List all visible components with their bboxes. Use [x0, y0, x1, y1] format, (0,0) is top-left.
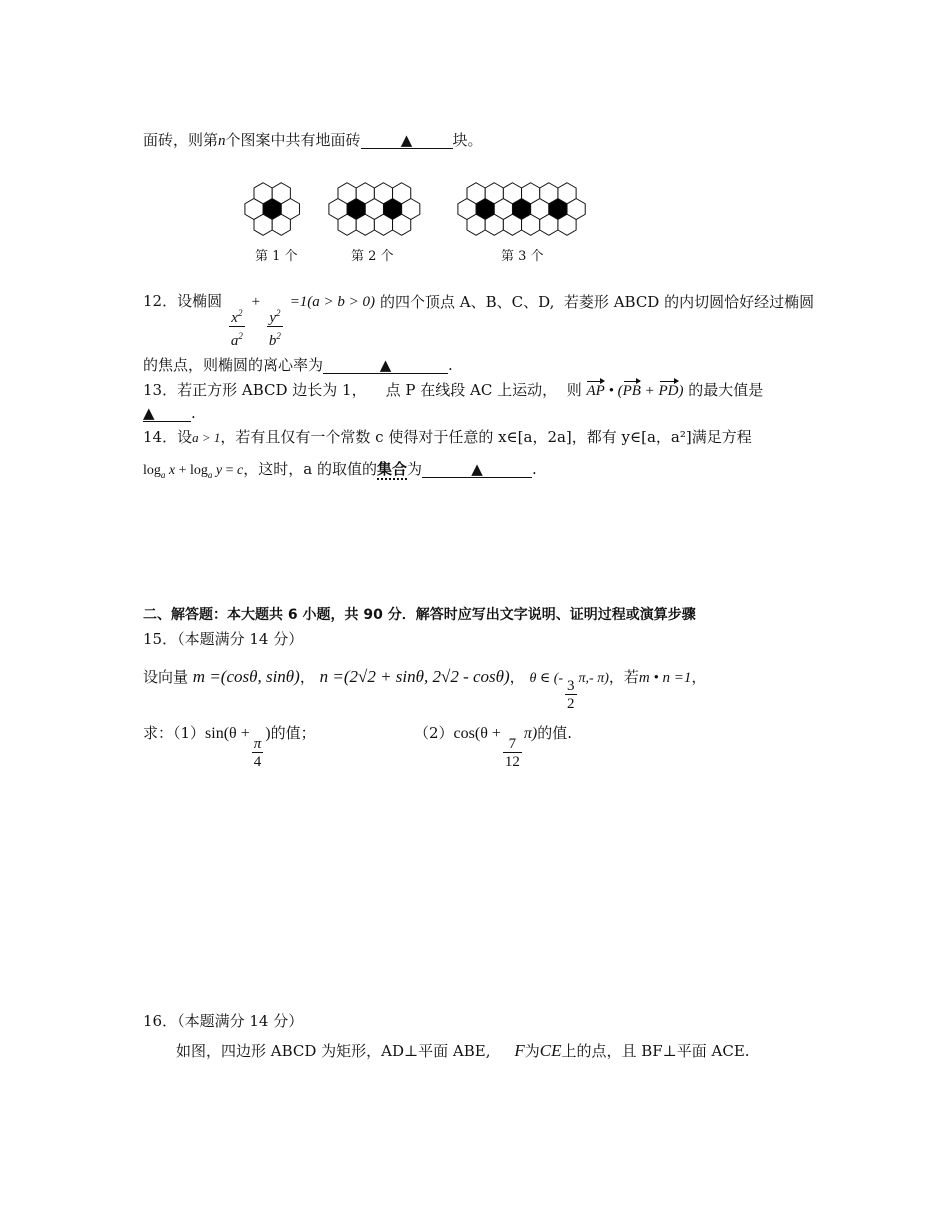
- q14-line-1: [143, 426, 752, 447]
- q15-part2-b: π): [523, 725, 538, 742]
- q13-text-a: 13．若正方形 ABCD 边长为 1，: [143, 381, 367, 399]
- q13-answer-blank: [143, 405, 191, 422]
- hexagon-tile-figures: [238, 176, 598, 240]
- q11-var-n: n: [218, 133, 226, 149]
- q13-text-d: 的最大值是: [688, 381, 764, 399]
- q12-text-a: 的四个顶点 A、B、C、D,: [380, 293, 555, 311]
- q13-line-1: [143, 379, 763, 400]
- q16-text-c: 上的点，且 BF⊥平面 ACE.: [561, 1042, 750, 1060]
- white-hexagon-tile: [356, 214, 374, 235]
- q11-text-a: 面砖，则第: [143, 131, 219, 149]
- q13-vector-expression: AP • (PB + PD): [586, 383, 684, 399]
- q15-line-2: [143, 722, 316, 771]
- q15-title: 15．（本题满分 14 分）: [143, 630, 304, 648]
- caption-figure-3: 第 3 个: [501, 249, 544, 264]
- q12-line-1: 12．设椭圆 $\frac{x^2}{a^2}$ + $\frac{y^2}{b^2}$ =1(a > b > 0): [143, 292, 376, 349]
- q14-emphasis: 集合: [376, 460, 407, 478]
- q15-line-1: [143, 666, 706, 713]
- q15-part2-a: cos(θ +: [453, 725, 501, 742]
- q15-part1-a: sin(θ +: [205, 725, 250, 742]
- q16-text-b: 为: [524, 1042, 540, 1060]
- q13-text-b: 点 P 在线段 AC 上运动，: [385, 381, 558, 399]
- q12-frac-x: $\frac{x^2}{a^2}$: [230, 308, 243, 349]
- q12-line-1b: [380, 291, 814, 312]
- white-hexagon-tile: [485, 183, 503, 204]
- white-hexagon-tile: [467, 183, 485, 204]
- q14-equation: $\log_a x + \log_a y = c$: [143, 463, 244, 480]
- white-hexagon-tile: [558, 183, 576, 204]
- q15-part1-b: ): [265, 725, 271, 742]
- q15-line-2b: [414, 722, 572, 771]
- q14-answer-blank: [422, 461, 532, 478]
- q11-answer-mark: ▲: [400, 131, 413, 149]
- caption-figure-2: 第 2 个: [351, 249, 394, 264]
- q15-sep-1: ，: [299, 668, 315, 686]
- q13-answer-mark: ▲: [143, 404, 155, 422]
- q15-theta-range-b: π,- π): [578, 671, 609, 686]
- q12-text-c: 的焦点，则椭圆的离心率为: [143, 356, 324, 374]
- q15-text-b: ，若: [608, 668, 639, 686]
- q15-ask: 求：（1）: [143, 724, 206, 742]
- q13-text-c: 则: [566, 381, 582, 399]
- q14-text-b: ，若有且仅有一个常数 c 使得对于任意的 x∈[a，2a]，都有 y∈[a，a²]满足方程: [220, 428, 752, 446]
- q14-condition: a > 1: [192, 430, 221, 445]
- white-hexagon-tile: [393, 183, 411, 204]
- q11-answer-blank: [361, 132, 453, 149]
- white-hexagon-tile: [558, 214, 576, 235]
- q15-part2-label: （2）: [414, 724, 454, 742]
- q16-title: 16．（本题满分 14 分）: [143, 1012, 304, 1030]
- white-hexagon-tile: [338, 183, 356, 204]
- white-hexagon-tile: [485, 214, 503, 235]
- white-hexagon-tile: [374, 183, 392, 204]
- white-hexagon-tile: [374, 214, 392, 235]
- q15-m-vector: m =(cosθ, sinθ): [192, 667, 300, 686]
- q15-frac-pi-4: $\frac{\pi}{4}$: [253, 736, 262, 770]
- q11-text-c: 块。: [452, 131, 483, 149]
- white-hexagon-tile: [254, 183, 272, 204]
- q15-frac-3-2: $\frac{3}{2}$: [567, 678, 575, 712]
- q14-text-d: 为: [406, 460, 422, 478]
- q12-answer-mark: ▲: [379, 356, 392, 374]
- q14-text-c: ，这时，a 的取值的: [243, 460, 377, 478]
- q15-part1-end: 的值；: [270, 724, 316, 742]
- white-hexagon-tile: [356, 183, 374, 204]
- q12-end: .: [448, 356, 453, 374]
- q15-part2-end: 的值.: [537, 724, 573, 742]
- q16-line-1: [176, 1040, 750, 1061]
- q15-end: ，: [691, 668, 707, 686]
- white-hexagon-tile: [272, 183, 290, 204]
- q16-var-ce: CE: [539, 1041, 562, 1060]
- white-hexagon-tile: [467, 214, 485, 235]
- white-hexagon-tile: [393, 214, 411, 235]
- q14-line-2: [143, 458, 537, 480]
- q15-text-a: 设向量: [143, 668, 189, 686]
- q15-theta-range-a: θ ∈ (-: [529, 671, 564, 686]
- q14-answer-mark: ▲: [471, 460, 483, 478]
- q11-text-b: 个图案中共有地面砖: [225, 131, 361, 149]
- white-hexagon-tile: [503, 214, 521, 235]
- q15-sep-2: ，: [509, 668, 525, 686]
- q15-n-vector: n =(2√2 + sinθ, 2√2 - cosθ): [319, 667, 510, 686]
- white-hexagon-tile: [522, 214, 540, 235]
- q13-line-2: [143, 404, 196, 422]
- q12-frac-y: $\frac{y^2}{b^2}$: [268, 308, 281, 349]
- q12-answer-blank: [323, 357, 448, 374]
- q12-line-2: [143, 354, 453, 375]
- q11-line: [143, 129, 483, 150]
- q16-var-f: F: [514, 1041, 525, 1060]
- q15-dot-product: m • n =1: [638, 670, 692, 686]
- white-hexagon-tile: [254, 214, 272, 235]
- q12-equation-tail: =1(a > b > 0): [289, 294, 376, 310]
- white-hexagon-tile: [540, 183, 558, 204]
- q16-text-a: 如图，四边形 ABCD 为矩形，AD⊥平面 ABE,: [176, 1042, 491, 1060]
- q14-text-a: 14．设: [143, 428, 193, 446]
- section-2-heading: 二、解答题：本大题共 6 小题，共 90 分．解答时应写出文字说明、证明过程或演算步骤: [143, 607, 696, 623]
- q12-number: 12．设椭圆: [143, 292, 223, 310]
- white-hexagon-tile: [522, 183, 540, 204]
- q13-end: .: [191, 404, 196, 422]
- white-hexagon-tile: [540, 214, 558, 235]
- q15-frac-7-12: $\frac{7}{12}$: [504, 736, 520, 770]
- q12-text-b: 若菱形 ABCD 的内切圆恰好经过椭圆: [563, 293, 815, 311]
- white-hexagon-tile: [272, 214, 290, 235]
- white-hexagon-tile: [338, 214, 356, 235]
- q14-end: .: [532, 460, 537, 478]
- caption-figure-1: 第 1 个: [255, 249, 298, 264]
- white-hexagon-tile: [503, 183, 521, 204]
